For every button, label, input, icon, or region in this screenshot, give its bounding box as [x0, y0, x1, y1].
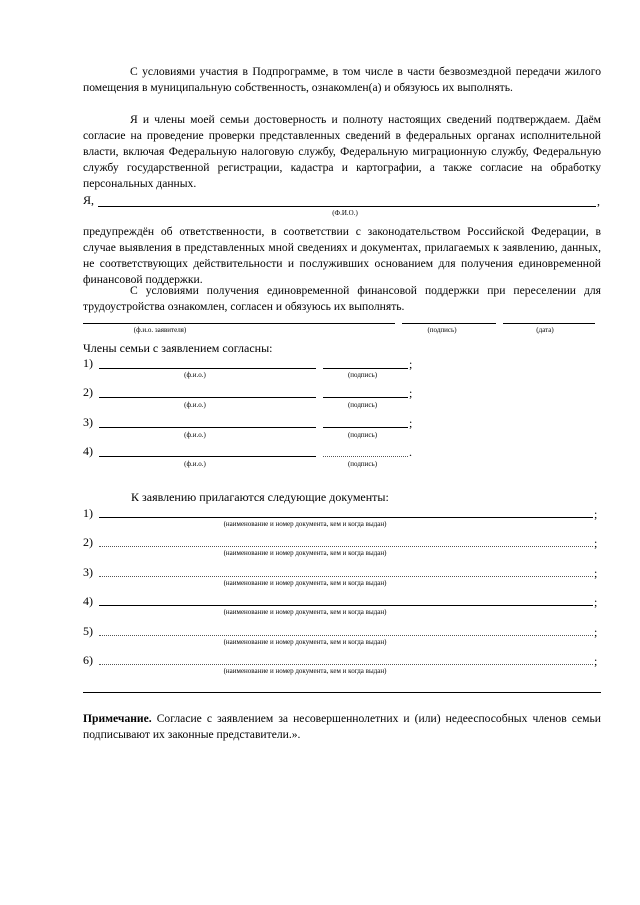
- document-caption: (наименование и номер документа, кем и когда выдан): [223, 638, 387, 646]
- note-paragraph: [83, 711, 601, 743]
- document-line[interactable]: [99, 576, 593, 577]
- declarant-name-caption: (Ф.И.О.): [332, 209, 358, 217]
- applicant-name-caption: (ф.и.о. заявителя): [133, 326, 187, 334]
- document-row-number: 4): [83, 594, 93, 608]
- family-row-number: 3): [83, 415, 93, 429]
- family-row-number: 4): [83, 444, 93, 458]
- family-row-number: 1): [83, 356, 93, 370]
- document-row-end: ;: [594, 566, 598, 580]
- document-row-end: ;: [594, 625, 598, 639]
- document-row-number: 5): [83, 624, 93, 638]
- family-row-end: .: [409, 445, 412, 459]
- support-conditions-paragraph: С условиями получения единовременной финансовой поддержки при переселении для трудоустройства ознакомлен, согласен и обязуюсь их выполнять.: [83, 284, 601, 313]
- document-row-end: ;: [594, 654, 598, 668]
- declarant-comma: ,: [597, 194, 600, 208]
- consent-paragraph: Я и члены моей семьи достоверность и полноту настоящих сведений подтверждаем. Даём согласие на проведение проверки представленных сведений в федеральных органах исполнительной власти, включая Федеральную налоговую службу, Федеральную миграционную службу, Федеральную службу государственной регистрации, кадастра и картографии, а также согласие на обработку персональных данных.: [83, 113, 601, 190]
- family-signature-line[interactable]: [323, 427, 408, 428]
- family-signature-caption: (подпись): [347, 401, 378, 409]
- family-name-caption: (ф.и.о.): [184, 460, 206, 468]
- document-row-number: 2): [83, 535, 93, 549]
- applicant-signature-caption: (подпись): [427, 326, 457, 334]
- family-signature-line[interactable]: [323, 397, 408, 398]
- document-caption: (наименование и номер документа, кем и когда выдан): [223, 667, 387, 675]
- family-row-number: 2): [83, 385, 93, 399]
- family-name-line[interactable]: [99, 456, 316, 457]
- extra-document-line[interactable]: [83, 692, 601, 693]
- family-row-end: ;: [409, 357, 413, 371]
- family-name-caption: (ф.и.о.): [184, 371, 206, 379]
- declarant-prefix: Я,: [83, 193, 95, 207]
- family-name-caption: (ф.и.о.): [184, 401, 206, 409]
- participation-conditions-paragraph: С условиями участия в Подпрограмме, в том числе в части безвозмездной передачи жилого помещения в муниципальную собственность, ознакомлен(а) и обязуюсь их выполнять.: [83, 65, 601, 94]
- document-line[interactable]: [99, 635, 593, 636]
- document-line[interactable]: [99, 517, 593, 518]
- document-row-end: ;: [594, 536, 598, 550]
- document-row-number: 1): [83, 506, 93, 520]
- family-row-end: ;: [409, 416, 413, 430]
- family-name-line[interactable]: [99, 427, 316, 428]
- applicant-name-line[interactable]: [83, 323, 395, 324]
- document-caption: (наименование и номер документа, кем и когда выдан): [223, 608, 387, 616]
- document-line[interactable]: [99, 546, 593, 547]
- family-name-caption: (ф.и.о.): [184, 431, 206, 439]
- document-caption: (наименование и номер документа, кем и когда выдан): [223, 549, 387, 557]
- note-text: Согласие с заявлением за несовершеннолетних и (или) недееспособных членов семьи подписывают их законные представители.».: [83, 712, 601, 741]
- document-row-end: ;: [594, 595, 598, 609]
- family-signature-caption: (подпись): [347, 431, 378, 439]
- applicant-date-caption: (дата): [536, 326, 554, 334]
- note-label: Примечание.: [83, 712, 152, 725]
- liability-paragraph: предупреждён об ответственности, в соответствии с законодательством Российской Федерации, в случае выявления в представленных мной сведениях и документах, прилагаемых к заявлению, данных, не соответствующих действительности и послуживших основанием для получения единовременной финансовой поддержки.: [83, 225, 601, 286]
- document-line[interactable]: [99, 605, 593, 606]
- document-row-number: 3): [83, 565, 93, 579]
- document-row-number: 6): [83, 653, 93, 667]
- family-name-line[interactable]: [99, 397, 316, 398]
- document-line[interactable]: [99, 664, 593, 665]
- document-caption: (наименование и номер документа, кем и когда выдан): [223, 579, 387, 587]
- applicant-signature-line[interactable]: [402, 323, 496, 324]
- family-signature-caption: (подпись): [347, 371, 378, 379]
- family-name-line[interactable]: [99, 368, 316, 369]
- document-caption: (наименование и номер документа, кем и когда выдан): [223, 520, 387, 528]
- family-signature-line[interactable]: [323, 456, 408, 457]
- family-signature-line[interactable]: [323, 368, 408, 369]
- document-row-end: ;: [594, 507, 598, 521]
- declarant-name-line[interactable]: [98, 206, 596, 207]
- documents-heading: К заявлению прилагаются следующие документы:: [131, 490, 389, 504]
- family-signature-caption: (подпись): [347, 460, 378, 468]
- applicant-date-line[interactable]: [503, 323, 595, 324]
- family-row-end: ;: [409, 386, 413, 400]
- family-heading: Члены семьи с заявлением согласны:: [83, 341, 273, 355]
